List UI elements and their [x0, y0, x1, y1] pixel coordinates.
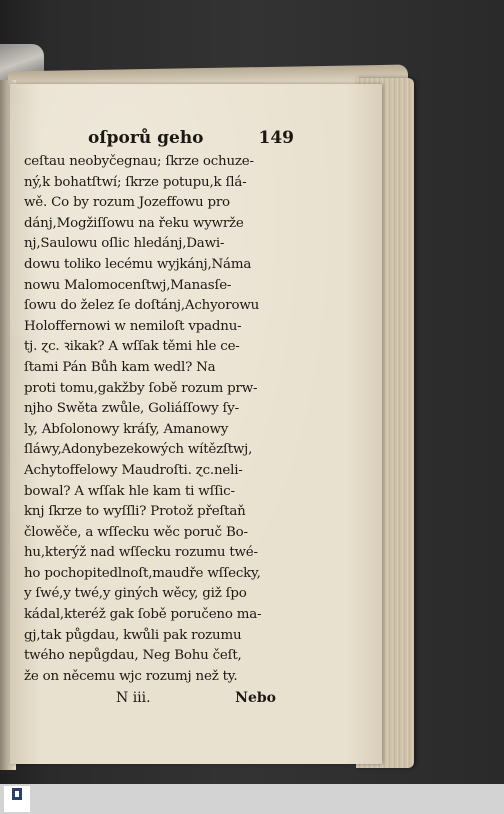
text-line: nјho Swěta zwůle, Goliáſſowy ſy-: [24, 401, 239, 417]
text-line: knj ſkrze to wyſſli? Protož přeſtaň: [24, 504, 246, 520]
text-line: nowu Malomocenſtwj,Manasſe-: [24, 277, 232, 293]
text-line: ho pochopitedlnoſt,maudře wſſecky,: [24, 565, 261, 581]
text-line: že on něcemu wjc rozumj než ty.: [24, 668, 238, 684]
text-line: Holoffernowi w nemiloſt vpadnu-: [24, 318, 242, 334]
page-number: 149: [258, 128, 294, 148]
text-line: člowěče, a wſſecku wěc poruč Bo-: [24, 524, 248, 540]
text-line: kádal,kteréž gak ſobě poručeno ma-: [24, 607, 262, 623]
text-line: ſláwy,Adonybezekowých wítězſtwj,: [24, 442, 253, 458]
viewer-bottom-bar: [0, 784, 504, 814]
text-line: tj. ɀc. ꝛikak? A wſſak těmi hle ce-: [24, 339, 240, 355]
page-footer: [116, 690, 276, 710]
text-line: hu,kterýž nad wſſecku rozumu twé-: [24, 545, 258, 561]
text-block: [24, 152, 286, 687]
text-line: dowu toliko lecému wyjkánj,Náma: [24, 256, 252, 272]
text-line: ný,k bohatſtwí; ſkrze potupu,k ſlá-: [24, 174, 247, 190]
text-line: y ſwé,y twé,y giných wěcy, giž ſpo: [24, 586, 247, 602]
catchword: Nebo: [235, 690, 276, 706]
text-line: ſtami Pán Bůh kam wedl? Na: [24, 359, 216, 375]
signature-mark: N iii.: [116, 690, 151, 706]
text-line: twého nepůgdau, Neg Bohu čeſt,: [24, 648, 242, 664]
text-line: bowal? A wſſak hle kam ti wſſic-: [24, 483, 235, 499]
text-line: ſowu do želez ſe doſtánj,Achyorowu: [24, 298, 260, 314]
running-head: oſporů geho: [88, 128, 204, 148]
text-line: gj,tak půgdau, kwůli pak rozumu: [24, 627, 242, 643]
text-line: wě. Co by rozum Jozeffowu pro: [24, 195, 230, 211]
library-logo-icon: [12, 788, 22, 800]
text-line: dánj,Mogžiſſowu na řeku wywrže: [24, 215, 244, 231]
text-line: proti tomu,gakžby ſobě rozum prw-: [24, 380, 258, 396]
text-line: ly, Abſolonowy kráſy, Amanowy: [24, 421, 229, 437]
text-line: nj,Saulowu oſlic hledánj,Dawi-: [24, 236, 225, 252]
page-header: [88, 128, 294, 150]
library-logo[interactable]: [4, 786, 30, 812]
text-line: ceſtau neobyčegnau; ſkrze ochuze-: [24, 154, 254, 169]
text-line: Achytoffelowy Maudroſti. ɀc.neli-: [24, 462, 243, 478]
